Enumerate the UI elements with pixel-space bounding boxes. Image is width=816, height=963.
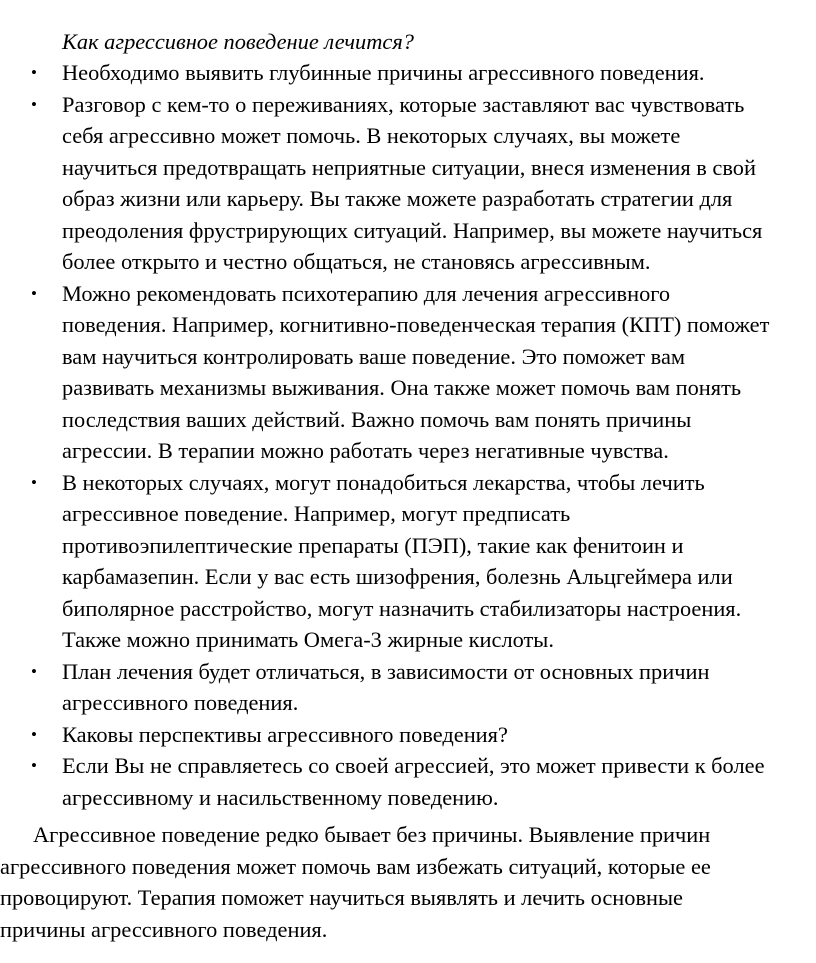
bullet-icon: •: [31, 756, 37, 775]
bullet-text: План лечения будет отличаться, в зависимости от основных причин агрессивного поведения.: [62, 658, 710, 715]
bullet-text: Необходимо выявить глубинные причины агрессивного поведения.: [62, 60, 705, 85]
bullet-icon: •: [31, 283, 37, 303]
bullet-icon: •: [31, 63, 37, 82]
bullet-item-psychotherapy: [0, 278, 816, 467]
bullet-text: Можно рекомендовать психотерапию для лечения агрессивного поведения. Например, когнитивно-поведенческая терапия (КПТ) поможет вам научиться контролировать ваше поведение. Это поможет вам развивать механизмы выживания. Она также может помочь вам понять последствия ваших действий. Важно помочь вам понять причины агрессии. В терапии можно работать через негативные чувства.: [62, 280, 770, 463]
bullet-text: Разговор с кем-то о переживаниях, которые заставляют вас чувствовать себя агрессивно может помочь. В некоторых случаях, вы можете научиться предотвращать неприятные ситуации, внеся изменения в свой образ жизни или карьеру. Вы также можете разработать стратегии для преодоления фрустрирующих ситуаций. Например, вы можете научиться более открыто и честно общаться, не становясь агрессивным.: [62, 91, 763, 274]
bullet-item-medication: [0, 467, 816, 656]
bullet-icon: •: [31, 94, 37, 114]
bullet-item-prognosis-question: [0, 719, 816, 751]
bullet-icon: •: [31, 661, 37, 681]
bullet-item-consequences: [0, 750, 816, 813]
bullet-text: Каковы перспективы агрессивного поведения?: [62, 721, 508, 747]
bullet-icon: •: [31, 724, 37, 744]
bullet-list: [0, 57, 816, 813]
bullet-item-treatment-plan: [0, 656, 816, 719]
section-heading: Как агрессивное поведение лечится?: [62, 29, 414, 54]
bullet-icon: •: [31, 472, 37, 492]
bullet-item-conversation: [0, 89, 816, 278]
closing-paragraph: Агрессивное поведение редко бывает без причины. Выявление причин агрессивного поведения может помочь вам избежать ситуаций, которые ее провоцируют. Терапия поможет научиться выявлять и лечить основные причины агрессивного поведения.: [0, 822, 711, 942]
bullet-text: Если Вы не справляетесь со своей агрессией, это может привести к более агрессивному и насильственному поведению.: [62, 753, 765, 810]
bullet-text: В некоторых случаях, могут понадобиться лекарства, чтобы лечить агрессивное поведение. Например, могут предписать противоэпилептические препараты (ПЭП), такие как фенитоин и карбамазепин. Если у вас есть шизофрения, болезнь Альцгеймера или биполярное расстройство, могут назначить стабилизаторы настроения. Также можно принимать Омега-3 жирные кислоты.: [62, 469, 742, 652]
bullet-item-diagnosis: [0, 57, 816, 89]
